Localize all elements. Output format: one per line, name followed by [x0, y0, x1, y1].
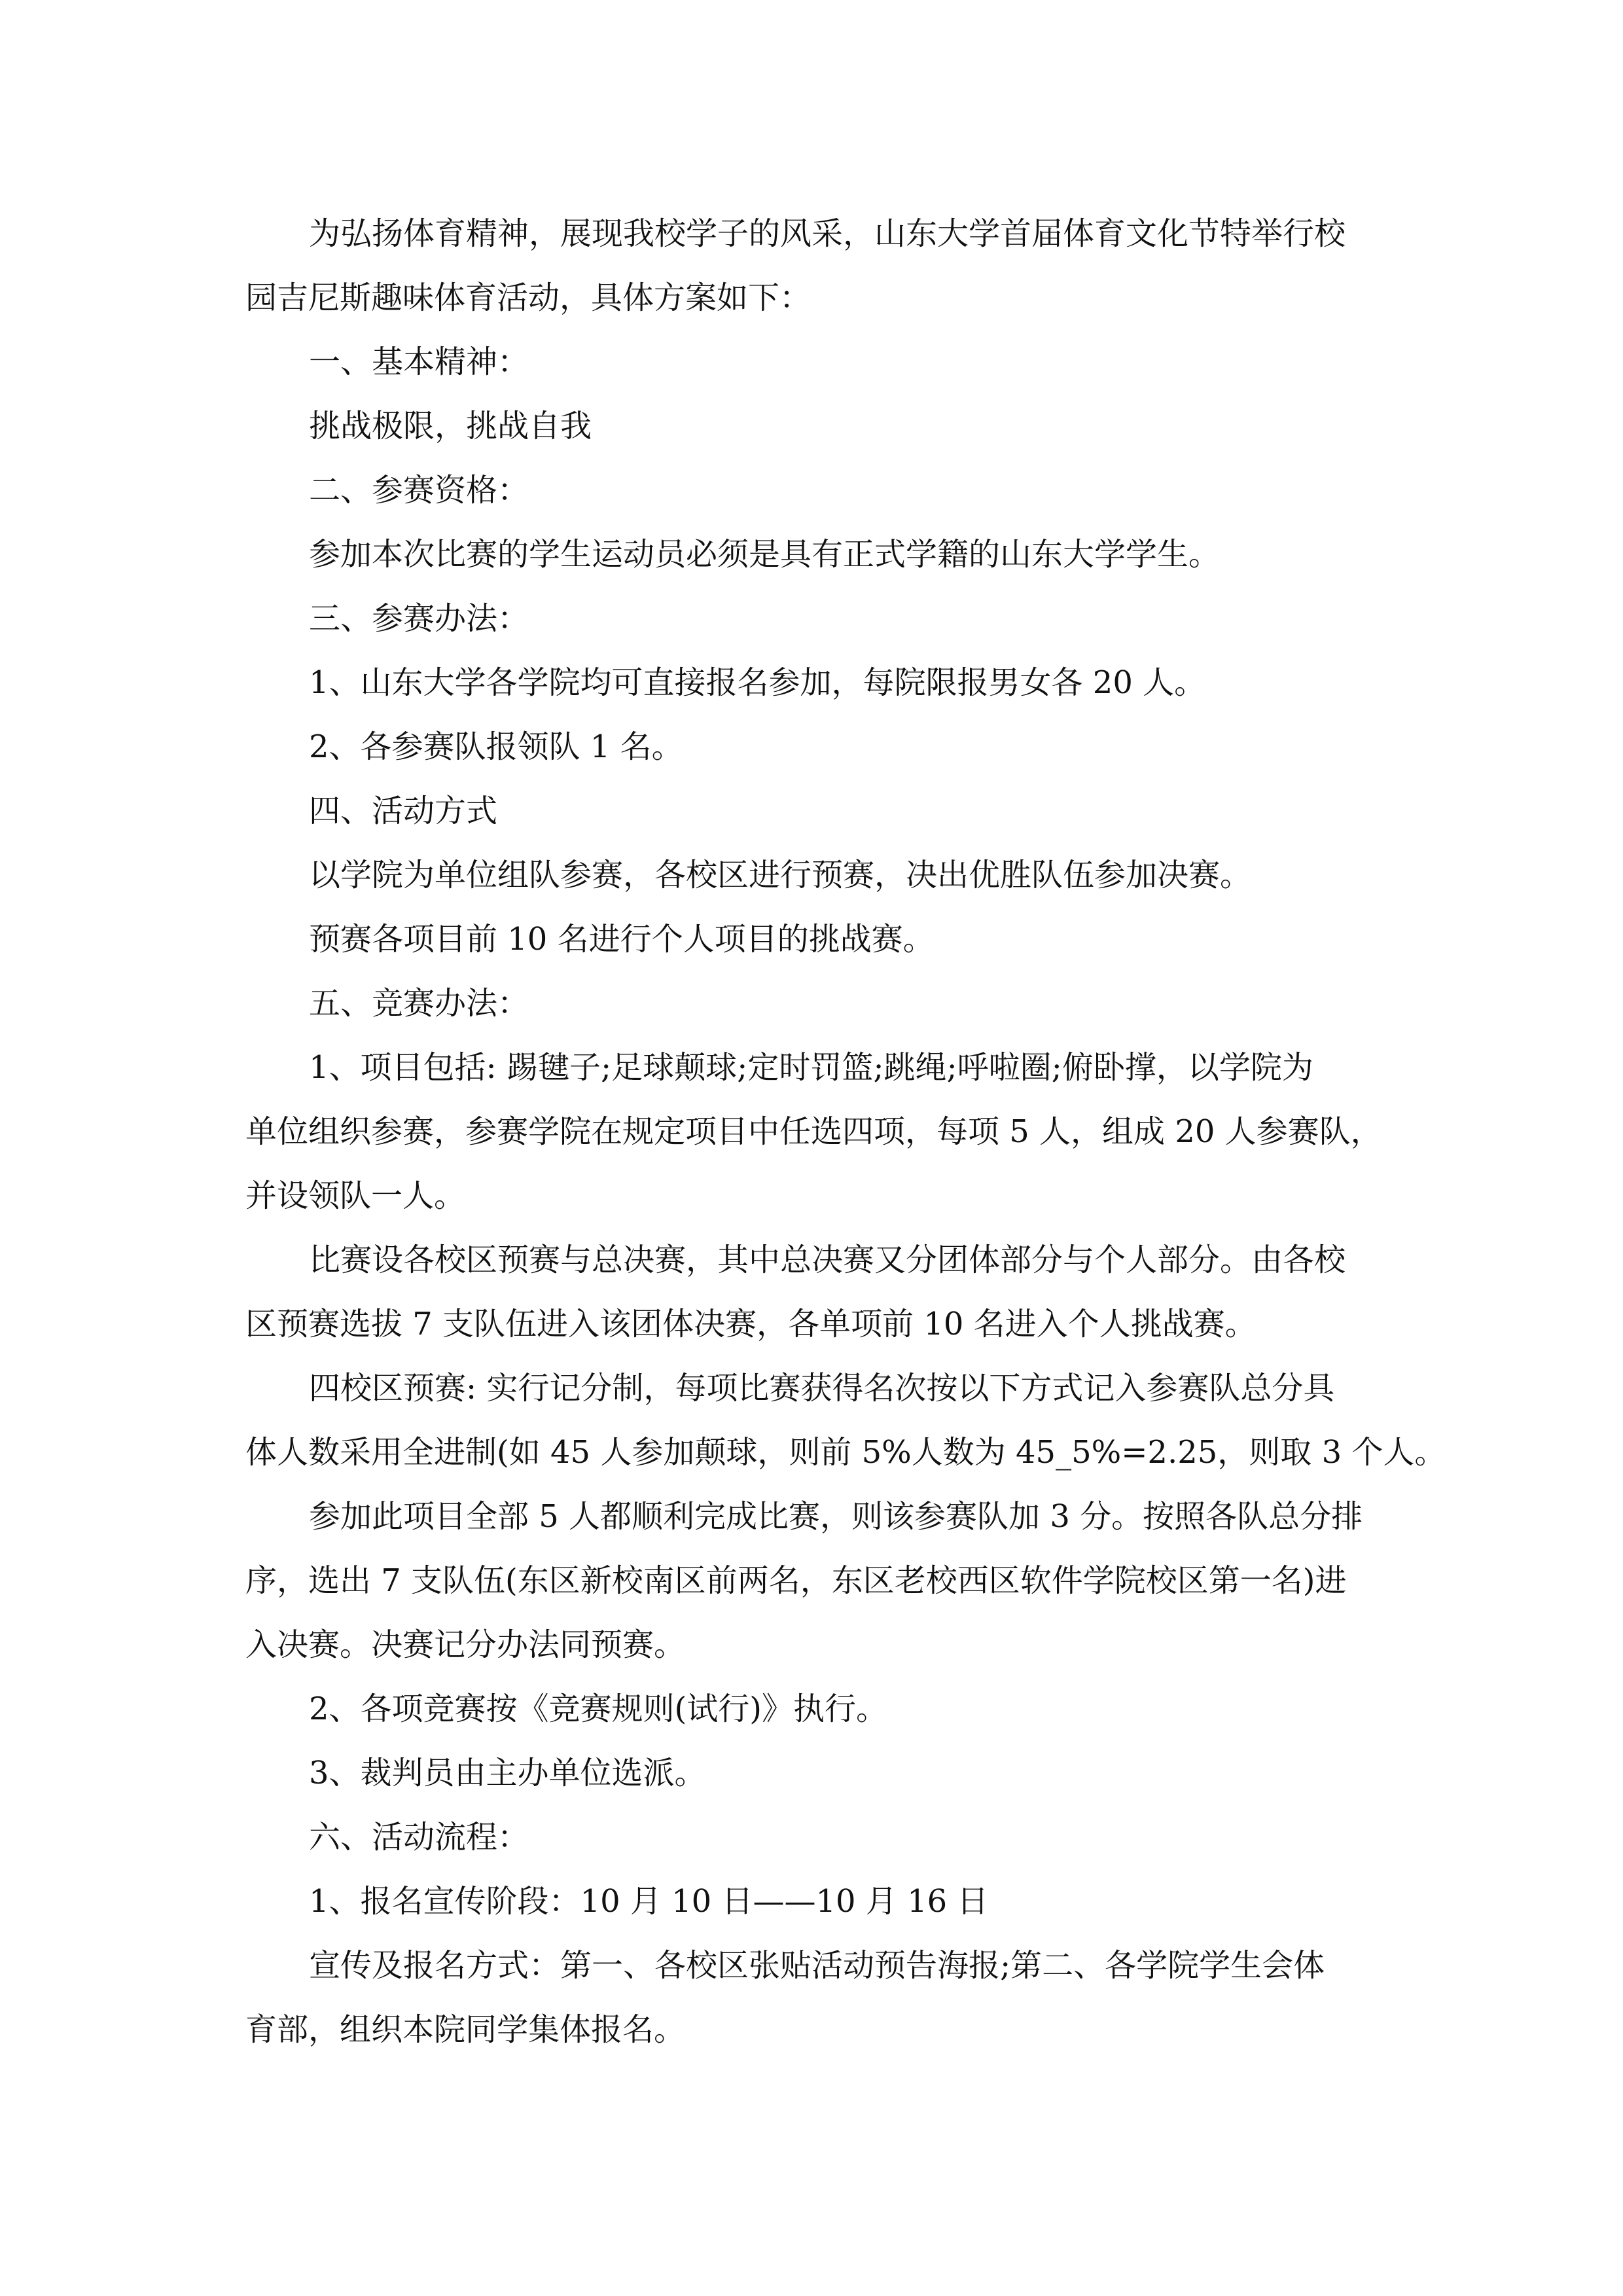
document-body	[245, 202, 1446, 2062]
section-heading-basic-spirit: 一、基本精神：	[309, 344, 529, 380]
registration-paragraph-line-1: 宣传及报名方式：第一、各校区张贴活动预告海报;第二、各学院学生会体	[309, 1947, 1325, 1984]
competition-rule-3: 3、裁判员由主办单位选派。	[309, 1755, 706, 1791]
intro-paragraph-line-2: 园吉尼斯趣味体育活动，具体方案如下：	[245, 279, 812, 316]
activity-format-text-2: 预赛各项目前 10 名进行个人项目的挑战赛。	[309, 921, 935, 958]
preliminary-paragraph-line-1: 四校区预赛: 实行记分制，每项比赛获得名次按以下方式记入参赛队总分具	[309, 1370, 1335, 1407]
process-stage-1: 1、报名宣传阶段：10 月 10 日——10 月 16 日	[309, 1883, 989, 1920]
scoring-paragraph-line-3: 入决赛。决赛记分办法同预赛。	[245, 1626, 686, 1663]
competition-rule-1-line-2: 单位组织参赛，参赛学院在规定项目中任选四项，每项 5 人，组成 20 人参赛队，	[245, 1113, 1382, 1150]
preliminary-paragraph-line-2: 体人数采用全进制(如 45 人参加颠球，则前 5%人数为 45_5%=2.25，则取 3 个人。	[245, 1434, 1446, 1471]
participation-item-1: 1、山东大学各学院均可直接报名参加，每院限报男女各 20 人。	[309, 664, 1206, 701]
basic-spirit-text: 挑战极限，挑战自我	[309, 408, 592, 444]
scoring-paragraph-line-1: 参加此项目全部 5 人都顺利完成比赛，则该参赛队加 3 分。按照各队总分排	[309, 1498, 1363, 1535]
intro-paragraph-line-1: 为弘扬体育精神，展现我校学子的风采，山东大学首届体育文化节特举行校	[309, 215, 1346, 252]
competition-rule-2: 2、各项竞赛按《竞赛规则(试行)》执行。	[309, 1691, 887, 1727]
section-heading-eligibility: 二、参赛资格：	[309, 472, 529, 509]
eligibility-text: 参加本次比赛的学生运动员必须是具有正式学籍的山东大学学生。	[309, 536, 1221, 573]
finals-paragraph-line-2: 区预赛选拔 7 支队伍进入该团体决赛，各单项前 10 名进入个人挑战赛。	[245, 1306, 1257, 1342]
competition-rule-1-line-1: 1、项目包括: 踢毽子;足球颠球;定时罚篮;跳绳;呼啦圈;俯卧撑，以学院为	[309, 1049, 1313, 1086]
scoring-paragraph-line-2: 序，选出 7 支队伍(东区新校南区前两名，东区老校西区软件学院校区第一名)进	[245, 1562, 1347, 1599]
finals-paragraph-line-1: 比赛设各校区预赛与总决赛，其中总决赛又分团体部分与个人部分。由各校	[309, 1242, 1346, 1278]
competition-rule-1-line-3: 并设领队一人。	[245, 1177, 466, 1214]
section-heading-participation: 三、参赛办法：	[309, 600, 529, 637]
section-heading-activity-format: 四、活动方式	[309, 793, 498, 829]
section-heading-activity-process: 六、活动流程：	[309, 1819, 529, 1856]
section-heading-competition-rules: 五、竞赛办法：	[309, 985, 529, 1022]
participation-item-2: 2、各参赛队报领队 1 名。	[309, 728, 683, 765]
registration-paragraph-line-2: 育部，组织本院同学集体报名。	[245, 2011, 686, 2048]
activity-format-text-1: 以学院为单位组队参赛，各校区进行预赛，决出优胜队伍参加决赛。	[309, 857, 1252, 893]
